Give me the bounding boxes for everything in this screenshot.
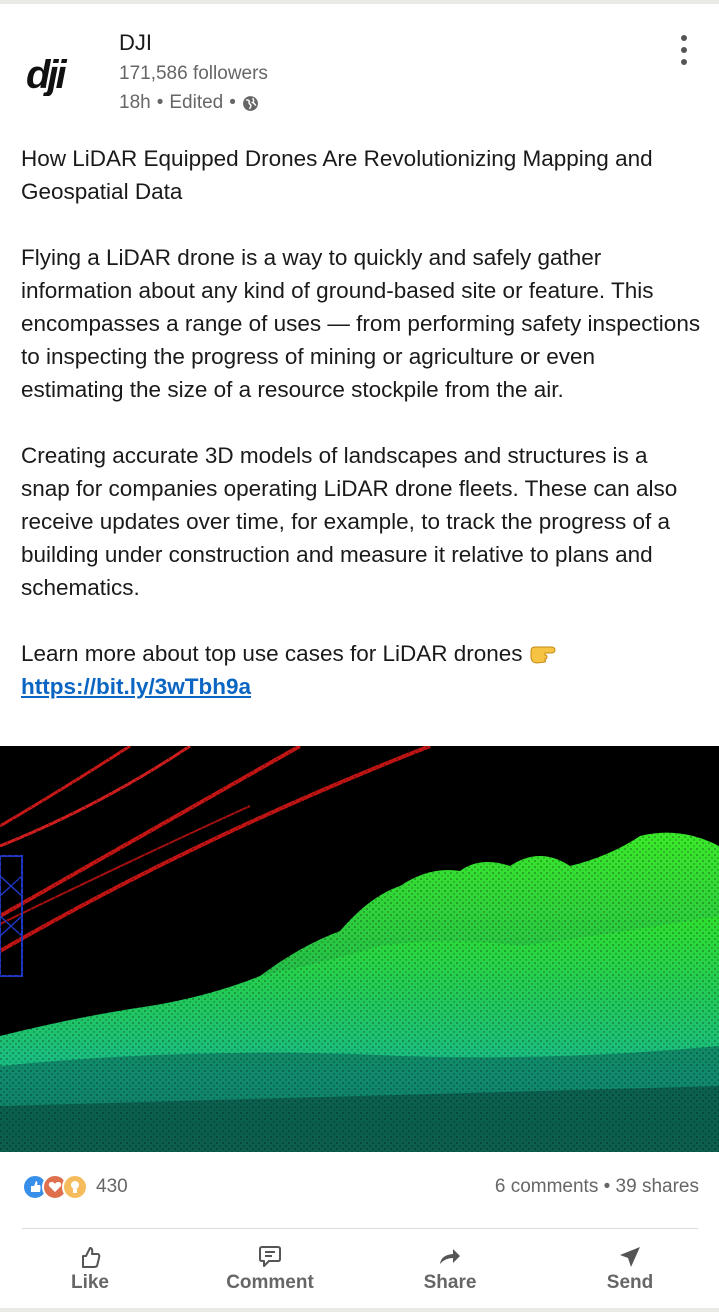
more-options-icon[interactable] xyxy=(672,30,696,70)
post-body xyxy=(21,142,701,703)
social-counts xyxy=(0,1174,719,1214)
post-paragraph: Flying a LiDAR drone is a way to quickly and safely gather information about any kind of ground-based site or feature. This encompasses a range of uses — from performing safety inspections to inspecting the progress of mining or agriculture or even estimating the size of a resource stockpile from the air. xyxy=(21,245,701,402)
reactions-summary[interactable] xyxy=(22,1174,128,1200)
post-card xyxy=(0,4,719,1308)
send-button[interactable] xyxy=(570,1236,690,1304)
comment-button[interactable] xyxy=(210,1236,330,1304)
edited-label: Edited xyxy=(169,92,224,113)
post-header xyxy=(0,4,719,134)
cta-text: Learn more about top use cases for LiDAR drones xyxy=(21,641,523,666)
comments-count[interactable]: 6 comments xyxy=(494,1176,599,1197)
like-label: Like xyxy=(70,1272,110,1293)
svg-text:dji: dji xyxy=(26,56,64,96)
engagement-counts xyxy=(495,1176,699,1198)
insightful-reaction-icon xyxy=(62,1174,88,1200)
shares-count[interactable]: 39 shares xyxy=(615,1176,699,1197)
pointing-hand-icon xyxy=(529,641,557,665)
meta-dot: • xyxy=(229,92,236,113)
meta-dot: • xyxy=(156,92,164,113)
post-title: How LiDAR Equipped Drones Are Revolutionizing Mapping and Geospatial Data xyxy=(21,146,653,204)
post-paragraph: Creating accurate 3D models of landscapes and structures is a snap for companies operating LiDAR drone fleets. These can also receive updates over time, for example, to track the progress of a building under construction and measure it relative to plans and schematics. xyxy=(21,443,678,600)
post-time: 18h xyxy=(119,92,151,113)
comment-icon xyxy=(257,1244,283,1270)
post-meta xyxy=(119,92,259,114)
post-actions xyxy=(0,1236,719,1308)
counts-separator: • xyxy=(603,1176,611,1197)
post-image-lidar[interactable] xyxy=(0,746,719,1152)
follower-count: 171,586 followers xyxy=(119,63,268,84)
author-name[interactable]: DJI xyxy=(119,30,152,55)
share-button[interactable] xyxy=(390,1236,510,1304)
like-icon xyxy=(77,1244,103,1270)
like-button[interactable] xyxy=(30,1236,150,1304)
actions-divider xyxy=(22,1228,698,1229)
share-label: Share xyxy=(423,1272,477,1293)
reaction-count: 430 xyxy=(96,1176,128,1197)
lidar-point-cloud-image xyxy=(0,746,719,1152)
globe-icon xyxy=(242,95,259,112)
post-link[interactable]: https://bit.ly/3wTbh9a xyxy=(21,674,252,699)
dji-logo[interactable] xyxy=(26,56,98,96)
post-cta xyxy=(21,637,701,703)
share-icon xyxy=(437,1244,463,1270)
send-label: Send xyxy=(606,1272,654,1293)
send-icon xyxy=(617,1244,643,1270)
comment-label: Comment xyxy=(226,1272,314,1293)
